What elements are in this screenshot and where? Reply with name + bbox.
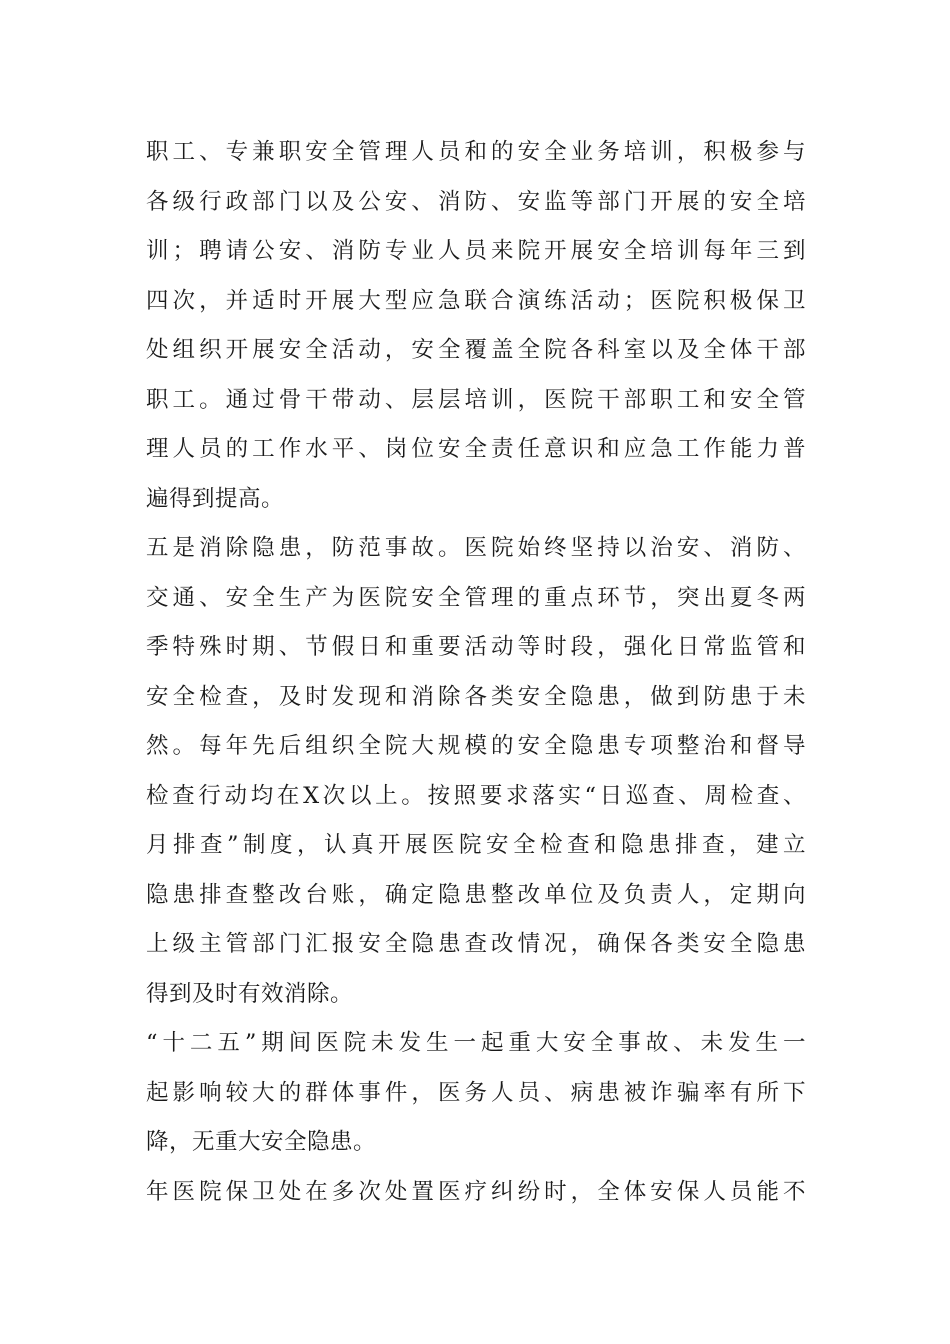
text-line: “十二五”期间医院未发生一起重大安全事故、未发生一 [146, 1030, 806, 1056]
text-line: 交通、安全生产为医院安全管理的重点环节，突出夏冬两 [146, 584, 806, 611]
text-line: 四次，并适时开展大型应急联合演练活动；医院积极保卫 [146, 287, 806, 314]
text-line: 然。每年先后组织全院大规模的安全隐患专项整治和督导 [146, 733, 806, 759]
text-line: 得到及时有效消除。 [146, 980, 354, 1007]
text-line: 理人员的工作水平、岗位安全责任意识和应急工作能力普 [146, 436, 806, 462]
text-line: 起影响较大的群体事件，医务人员、病患被诈骗率有所下 [146, 1079, 806, 1106]
body-text [146, 128, 806, 1217]
text-line: 季特殊时期、节假日和重要活动等时段，强化日常监管和 [146, 634, 806, 660]
text-line: 检查行动均在X次以上。按照要求落实“日巡查、周检查、 [146, 782, 806, 809]
text-line: 职工、专兼职安全管理人员和的安全业务培训，积极参与 [146, 139, 806, 165]
text-line: 处组织开展安全活动，安全覆盖全院各科室以及全体干部 [146, 337, 806, 363]
text-line: 年医院保卫处在多次处置医疗纠纷时，全体安保人员能不 [146, 1178, 806, 1205]
text-line: 五是消除隐患，防范事故。医院始终坚持以治安、消防、 [146, 535, 806, 561]
text-line: 各级行政部门以及公安、消防、安监等部门开展的安全培 [146, 188, 806, 215]
text-line: 职工。通过骨干带动、层层培训，医院干部职工和安全管 [146, 386, 806, 413]
text-line: 隐患排查整改台账，确定隐患整改单位及负责人，定期向 [146, 881, 806, 908]
text-line: 上级主管部门汇报安全隐患查改情况，确保各类安全隐患 [146, 931, 806, 957]
text-line: 遍得到提高。 [146, 485, 285, 512]
text-line: 安全检查，及时发现和消除各类安全隐患，做到防患于未 [146, 683, 806, 710]
text-line: 月排查”制度，认真开展医院安全检查和隐患排查，建立 [146, 832, 806, 858]
text-line: 训；聘请公安、消防专业人员来院开展安全培训每年三到 [146, 238, 806, 264]
text-line: 降，无重大安全隐患。 [146, 1129, 377, 1155]
